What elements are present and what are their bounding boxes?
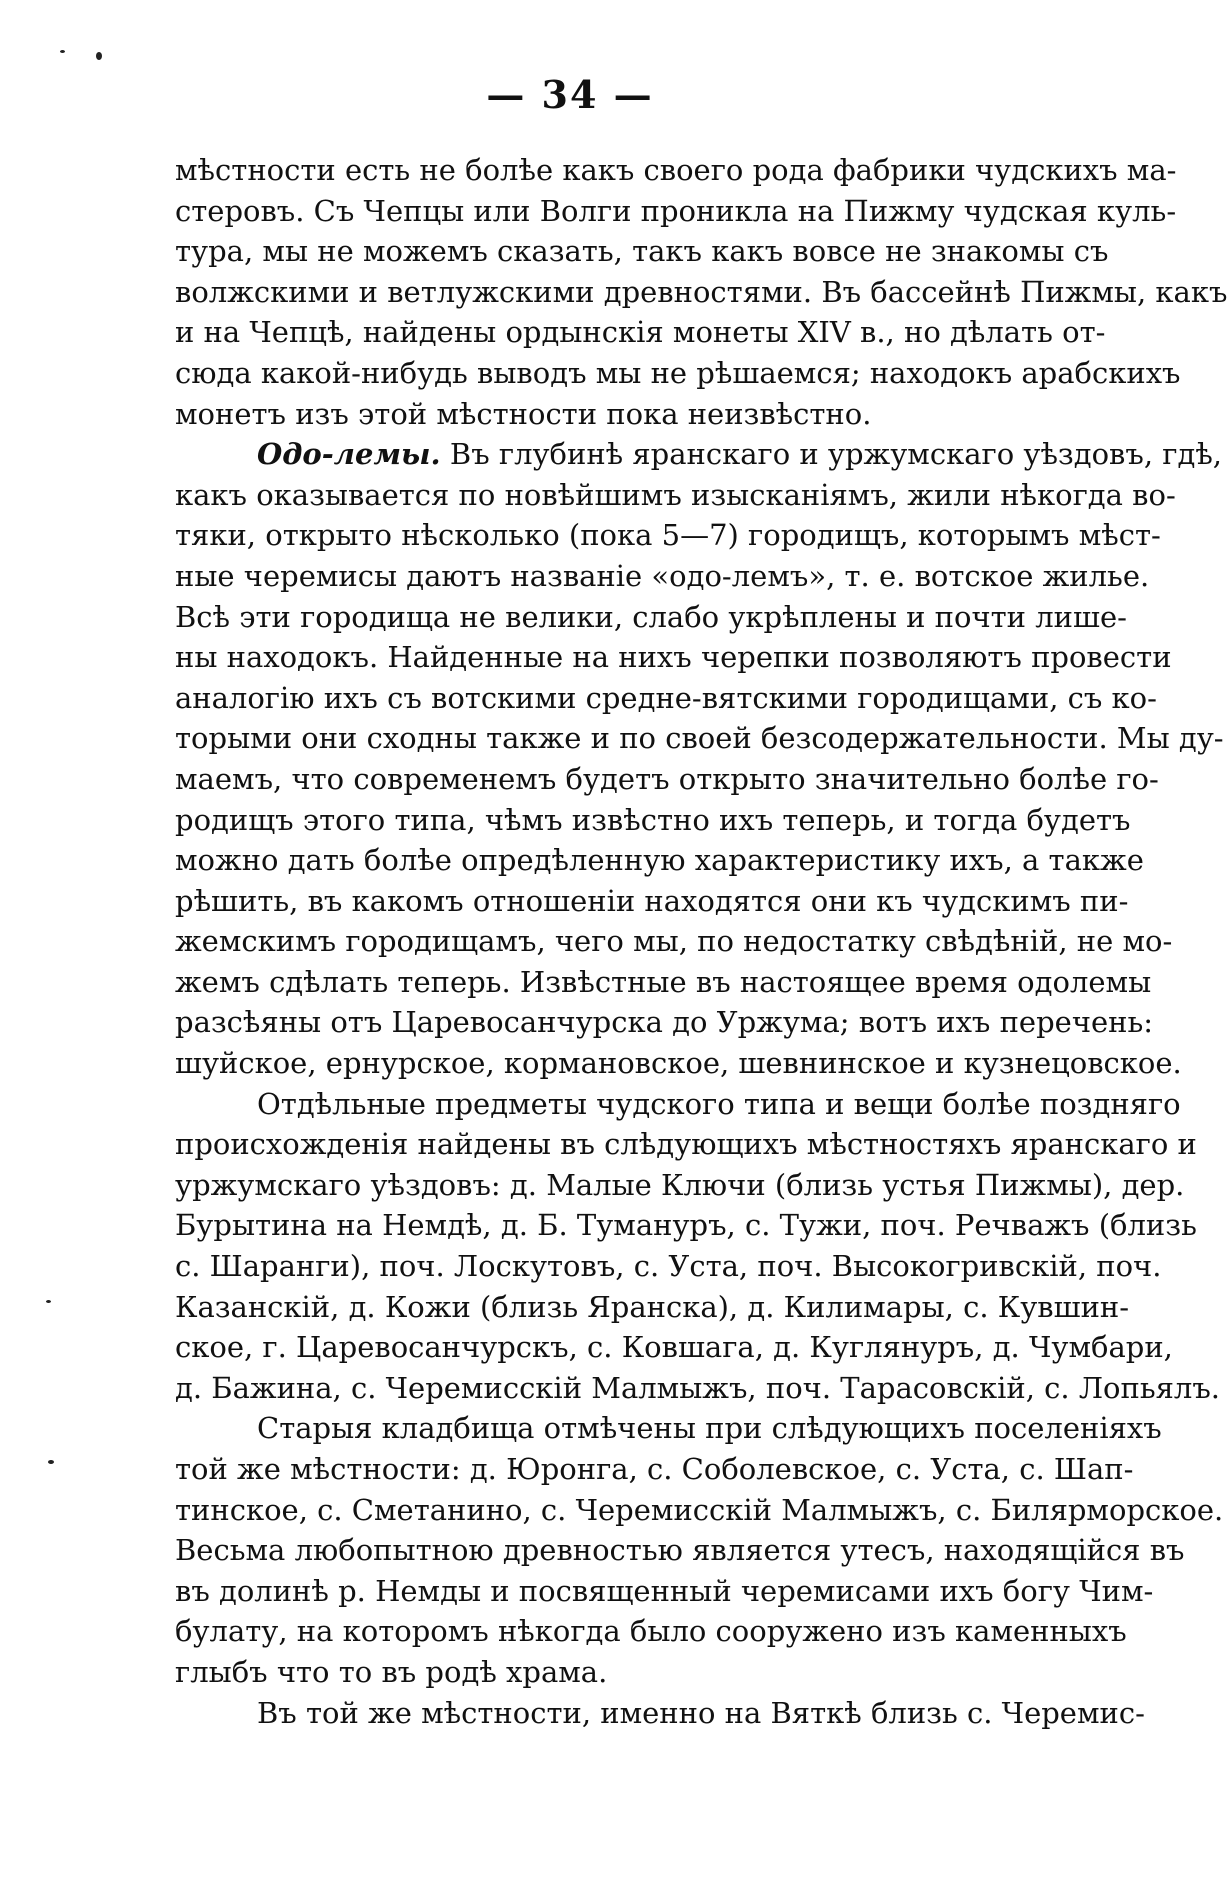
text-line-content: жемъ сдѣлать теперь. Извѣстные въ настоящее время одолемы — [175, 964, 1152, 999]
text-line-content: с. Шаранги), поч. Лоскутовъ, с. Уста, поч. Высокогривскій, поч. — [175, 1249, 1162, 1284]
text-line-content: сюда какой-нибудь выводъ мы не рѣшаемся; находокъ арабскихъ — [175, 355, 1181, 390]
text-line — [175, 353, 1181, 394]
text-line — [175, 231, 1140, 272]
text-line-content: Въ той же мѣстности, именно на Вяткѣ близь с. Черемис- — [257, 1695, 1145, 1730]
text-line-content: можно дать болѣе опредѣленную характеристику ихъ, а также — [175, 843, 1144, 878]
text-line — [175, 1205, 1197, 1246]
text-line — [175, 1002, 1154, 1043]
text-line — [175, 1287, 1140, 1328]
text-line-content: монетъ изъ этой мѣстности пока неизвѣстно. — [175, 396, 872, 431]
text-line — [175, 759, 1159, 800]
text-line — [175, 1043, 1182, 1084]
text-line — [175, 1693, 1145, 1734]
text-line-content: стеровъ. Съ Чепцы или Волги проникла на Пижму чудская куль- — [175, 193, 1177, 228]
text-line — [175, 312, 1140, 353]
text-line — [175, 191, 1177, 232]
text-line — [175, 1571, 1154, 1612]
text-line — [175, 678, 1157, 719]
text-line — [175, 718, 1224, 759]
text-line — [175, 475, 1176, 516]
text-line — [175, 962, 1152, 1003]
text-line — [175, 434, 1223, 475]
text-line-content: какъ оказывается по новѣйшимъ изысканіямъ, жили нѣкогда во- — [175, 477, 1176, 512]
text-line — [175, 1084, 1181, 1125]
text-line-content: глыбъ что то въ родѣ храма. — [175, 1654, 608, 1689]
text-line — [175, 1246, 1162, 1287]
text-line — [175, 272, 1227, 313]
scan-speck — [46, 1300, 51, 1303]
text-line — [175, 394, 1140, 435]
text-line-content: Бурытина на Немдѣ, д. Б. Тумануръ, с. Тужи, поч. Речважъ (близь — [175, 1208, 1197, 1243]
text-line — [175, 1449, 1140, 1490]
text-line-content: разсѣяны отъ Царевосанчурска до Уржума; вотъ ихъ перечень: — [175, 1005, 1154, 1040]
text-line — [175, 921, 1173, 962]
text-line-content: Весьма любопытною древностью является утесъ, находящійся въ — [175, 1533, 1185, 1568]
text-line-content: той же мѣстности: д. Юронга, с. Соболевское, с. Уста, с. Шап- — [175, 1452, 1134, 1486]
text-line — [175, 881, 1140, 922]
page-number: — 34 — — [486, 72, 654, 117]
text-line — [175, 597, 1140, 638]
scan-speck — [48, 1460, 54, 1464]
text-line-content: рѣшить, въ какомъ отношеніи находятся они къ чудскимъ пи- — [175, 883, 1129, 918]
text-line-content: Казанскій, д. Кожи (близь Яранска), д. Килимары, с. Кувшин- — [175, 1289, 1130, 1324]
text-line-content: Отдѣльные предметы чудского типа и вещи болѣе поздняго — [257, 1086, 1181, 1121]
text-line-content: Въ глубинѣ яранскаго и уржумскаго уѣздовъ, гдѣ, — [449, 437, 1223, 472]
text-line-content: ское, г. Царевосанчурскъ, с. Ковшага, д. Куглянуръ, д. Чумбари, — [175, 1330, 1173, 1365]
text-line — [175, 515, 1161, 556]
text-line — [175, 1327, 1173, 1368]
text-line — [175, 1490, 1224, 1531]
text-line-content: родищъ этого типа, чѣмъ извѣстно ихъ теперь, и тогда будетъ — [175, 802, 1131, 837]
text-line-content: шуйское, ернурское, кормановское, шевнинское и кузнецовское. — [175, 1046, 1182, 1081]
text-line — [175, 1652, 1140, 1693]
text-line-content: мѣстности есть не болѣе какъ своего рода фабрики чудскихъ ма- — [175, 153, 1177, 187]
text-line-content: ные черемисы даютъ названіе «одо-лемъ», т. е. вотское жилье. — [175, 558, 1150, 593]
text-line — [175, 1165, 1185, 1206]
text-line — [175, 1408, 1162, 1449]
text-line — [175, 1368, 1221, 1409]
text-line-content: тура, мы не можемъ сказать, такъ какъ вовсе не знакомы съ — [175, 234, 1109, 269]
text-line-content: жемскимъ городищамъ, чего мы, по недостатку свѣдѣній, не мо- — [175, 924, 1173, 959]
text-line-content: аналогію ихъ съ вотскими средне-вятскими городищами, съ ко- — [175, 680, 1157, 715]
section-lead: Одо-лемы. — [257, 437, 441, 472]
text-line — [175, 840, 1144, 881]
text-line-content: волжскими и ветлужскими древностями. Въ бассейнѣ Пижмы, какъ — [175, 274, 1227, 309]
text-line-content: Старыя кладбища отмѣчены при слѣдующихъ поселеніяхъ — [257, 1411, 1162, 1446]
text-line-content: и на Чепцѣ, найдены ордынскія монеты XIV в., но дѣлать от- — [175, 315, 1106, 350]
text-line-content: уржумскаго уѣздовъ: д. Малые Ключи (близь устья Пижмы), дер. — [175, 1167, 1185, 1202]
body-text — [175, 150, 1227, 1733]
text-line-content: маемъ, что современемъ будетъ открыто значительно болѣе го- — [175, 761, 1159, 796]
text-line — [175, 637, 1172, 678]
text-line-content: тяки, открыто нѣсколько (пока 5—7) городищъ, которымъ мѣст- — [175, 518, 1161, 553]
text-line-content: булату, на которомъ нѣкогда было сооружено изъ каменныхъ — [175, 1614, 1127, 1649]
text-line — [175, 800, 1140, 841]
text-line-content: тинское, с. Сметанино, с. Черемисскій Малмыжъ, с. Билярморское. — [175, 1492, 1224, 1527]
text-line — [175, 1124, 1197, 1165]
text-line-content: Всѣ эти городища не велики, слабо укрѣплены и почти лише- — [175, 599, 1127, 634]
scan-speck — [96, 52, 102, 60]
scan-speck — [60, 50, 65, 53]
text-line-content: д. Бажина, с. Черемисскій Малмыжъ, поч. Тарасовскій, с. Лопьялъ. — [175, 1370, 1221, 1405]
text-line — [175, 150, 1177, 191]
text-line-content: въ долинѣ р. Немды и посвященный черемисами ихъ богу Чим- — [175, 1573, 1154, 1608]
text-line — [175, 1611, 1140, 1652]
text-line-content: ны находокъ. Найденные на нихъ черепки позволяютъ провести — [175, 640, 1172, 675]
text-line — [175, 1530, 1185, 1571]
text-line-content: происхожденія найдены въ слѣдующихъ мѣстностяхъ яранскаго и — [175, 1127, 1197, 1162]
text-line — [175, 556, 1150, 597]
text-line-content: торыми они сходны также и по своей безсодержательности. Мы ду- — [175, 721, 1224, 756]
